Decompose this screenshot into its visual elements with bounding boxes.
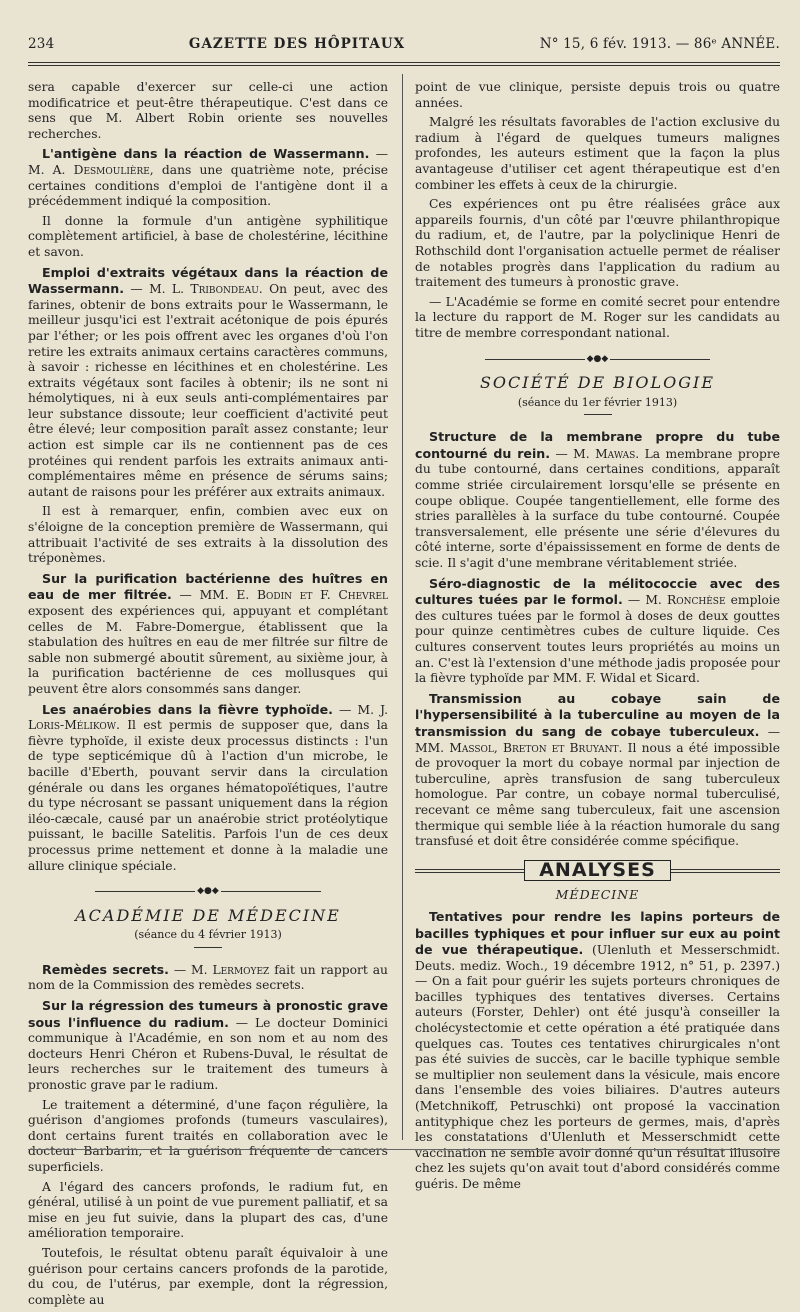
author: MM. E. Bodin et F. Chevrel bbox=[199, 588, 388, 603]
section-date: (séance du 1er février 1913) bbox=[517, 395, 678, 409]
article-heading: Les anaérobies dans la fièvre typhoïde. bbox=[42, 701, 333, 717]
analyses-banner bbox=[415, 860, 780, 882]
short-rule bbox=[194, 947, 222, 948]
article-text: Le docteur Dominici communique à l'Académie, en son nom et au nom des docteurs Henri Chéron et Rubens-Duval, le résultat de leurs recherches sur le traitement des tumeurs à pronostic grave par le radium. bbox=[28, 1015, 388, 1093]
article-text: La membrane propre du tube contourné, dans certaines conditions, apparaît comme striée circulairement lorsqu'elle se présente en coupe oblique. Coupée tangentiellement, elle forme des stries parallèles à la surface du tube contourné. Coupée transversalement, elle présente une série d'élevures du côté interne, sorte d'épaississement en forme de dents de scie. Il s'agit d'une membrane véritablement striée. bbox=[415, 446, 781, 571]
paragraph: Toutefois, le résultat obtenu paraît équivaloir à une guérison pour certains cancers profonds de la parotide, du cou, de l'utérus, par exemple, dont la régression, complète au bbox=[28, 1245, 388, 1307]
reference: (Ulenluth et Messerschmidt. Deuts. mediz. Woch., 19 décembre 1912, n° 51, p. 2397.) bbox=[415, 943, 780, 973]
article-sero: Séro-diagnostic de la mélitococcie avec des cultures tuées par le formol. — M. Ronchèse emploie des cultures tuées par le formol à doses de deux gouttes pour quinze centimètres cubes de culture liquide. Ces cultures conservent toutes leurs propriétés au moins un an. C'est là l'extension d'une méthode jadis proposée pour la fièvre typhoïde par MM. F. Widal et Sicard. bbox=[415, 575, 780, 686]
analyses-title: ANALYSES bbox=[524, 860, 671, 882]
paragraph: Ces expériences ont pu être réalisées grâce aux appareils fournis, d'un côté par l'œuvre philanthropique du radium, et, de l'autre, par la polyclinique Henri de Rothschild dont l'organisation actuelle permet de réaliser de notables progrès dans l'application du radium au traitement des tumeurs à pronostic grave. bbox=[415, 197, 780, 290]
page-header bbox=[28, 36, 780, 58]
article-tentatives bbox=[415, 909, 780, 1193]
article-text: Il nous a été impossible de provoquer la mort du cobaye normal par injection de tuberculine, après transfusion de sang tuberculeux homologue. Par contre, un cobaye normal tuberculisé, recevant ce même sang tuberculeux, fait une ascension thermique qui semble liée à la réaction humorale du sang transfusé et doit être considérée comme spécifique. bbox=[415, 740, 780, 849]
article-antigene: L'antigène dans la réaction de Wassermann. — M. A. Desmoulière, dans une quatrième note, précise certaines conditions d'emploi de l'antigène dont il a précédemment indiqué la composition. bbox=[28, 146, 388, 209]
author: M. L. Tribondeau. bbox=[149, 282, 263, 297]
paragraph: Malgré les résultats favorables de l'action exclusive du radium à l'égard de quelques tumeurs malignes profondes, les auteurs estiment que la façon la plus avantageuse d'utiliser cet agent thérapeutique est d'en combiner les effets à ceux de la chirurgie. bbox=[415, 115, 780, 192]
article-text: On peut, avec des farines, obtenir de bons extraits pour le Wassermann, le meilleur jusqu'ici est l'extrait acétonique de pois épurés par l'éther; or les pois offrent avec les organes d'où l'on retire les extraits animaux certains caractères communs, à savoir : richesse en lécithines et en cholestérine. Les extraits végétaux sont faciles à obtenir; ils ne sont ni hémolytiques, ni à eux seuls anti-complémentaires par leur substance dissoute; leur coefficient d'activité peut être élevé; leur composition paraît assez constante; leur action est simple car ils ne contiennent pas de ces protéines qui rendent parfois les extraits animaux anti-complémentaires même en présence de sérums sains; autant de raisons pour les préférer aux extraits animaux. bbox=[28, 282, 388, 499]
article-heading: Structure de la membrane propre du tube contourné du rein. bbox=[415, 429, 780, 461]
header-rule bbox=[28, 62, 780, 66]
article-transmission: Transmission au cobaye sain de l'hypersensibilité à la tuberculine au moyen de la transmission du sang de cobaye tuberculeux. — MM. Massol, Breton et Bruyant. Il nous a été impossible de provoquer la mort du cobaye normal par injection de tuberculine, après transfusion de sang tuberculeux homologue. Par contre, un cobaye normal tuberculisé, recevant ce même sang tuberculeux, fait une ascension thermique qui semble liée à la réaction humorale du sang transfusé et doit être considérée comme spécifique. bbox=[415, 690, 780, 849]
author: M. Ronchèse bbox=[645, 593, 726, 608]
right-column bbox=[415, 80, 780, 1197]
paragraph: point de vue clinique, persiste depuis trois ou quatre années. bbox=[415, 80, 780, 110]
section-title: SOCIÉTÉ DE BIOLOGIE bbox=[479, 373, 716, 393]
article-remedes: Remèdes secrets. — M. Lermoyez fait un rapport au nom de la Commission des remèdes secrets. bbox=[28, 961, 388, 993]
paragraph: Il donne la formule d'un antigène syphilitique complètement artificiel, à base de cholestérine, lécithine et savon. bbox=[28, 213, 388, 259]
article-heading: Tentatives pour rendre les lapins porteurs de bacilles typhiques et pour influer sur eux au point de vue thérapeutique. bbox=[415, 908, 780, 958]
paragraph: Le traitement a déterminé, d'une façon régulière, la guérison d'angiomes profonds (tumeurs vasculaires), dont certains furent traités en collaboration avec le docteur Barbarin, et la guérison fréquente de cancers superficiels. bbox=[28, 1097, 388, 1174]
paragraph: Il est à remarquer, enfin, combien avec eux on s'éloigne de la conception première de Wassermann, qui attribuait l'activité de ses extraits à la dissolution des tréponèmes. bbox=[28, 504, 388, 566]
article-tumeurs: Sur la régression des tumeurs à pronostic grave sous l'influence du radium. — Le docteur Dominici communique à l'Académie, en son nom et au nom des docteurs Henri Chéron et Rubens-Duval, le résultat de leurs recherches sur le traitement des tumeurs à pronostic grave par le radium. bbox=[28, 998, 388, 1093]
article-structure: Structure de la membrane propre du tube contourné du rein. — M. Mawas. La membrane propre du tube contourné, dans certaines conditions, apparaît comme striée circulairement lorsqu'elle se présente en coupe oblique. Coupée tangentiellement, elle forme des stries parallèles à la surface du tube contourné. Coupée transversalement, elle présente une série d'élevures du côté interne, sorte d'épaississement en forme de dents de scie. Il s'agit d'une membrane véritablement striée. bbox=[415, 429, 781, 571]
article-extraits: Emploi d'extraits végétaux dans la réaction de Wassermann. — M. L. Tribondeau. On peut, avec des farines, obtenir de bons extraits pour le Wassermann, le meilleur jusqu'ici est l'extrait acétonique de pois épurés par l'éther; or les pois offrent avec les organes d'où l'on retire les extraits animaux certains caractères communs, à savoir : richesse en lécithines et en cholestérine. Les extraits végétaux sont faciles à obtenir; ils ne sont ni hémolytiques, ni à eux seuls anti-complémentaires par leur substance dissoute; leur coefficient d'activité peut être élevé; leur composition paraît assez constante; leur action est simple car ils ne contiennent pas de ces protéines qui rendent parfois les extraits animaux anti-complémentaires même en présence de sérums sains; autant de raisons pour les préférer aux extraits animaux. bbox=[28, 264, 388, 499]
section-title: ACADÉMIE DE MÉDECINE bbox=[75, 905, 341, 925]
subsection-title: MÉDECINE bbox=[555, 887, 640, 903]
article-anaerobies: Les anaérobies dans la fièvre typhoïde. — M. J. Loris-Mélikow. Il est permis de supposer que, dans la fièvre typhoïde, il existe deux processus distincts : l'un de type septicémique dû à l'action d'un microbe, le bacille d'Eberth, pouvant servir dans la circulation générale ou dans les organes hématopoïétiques, l'autre du type nécrosant se passant uniquement dans la région iléo-cæcale, causé par un anaérobie strict protéolytique puissant, le bacille Satelitis. Parfois l'un de ces deux processus prime nettement et donne à la maladie une allure clinique spéciale. bbox=[28, 701, 388, 873]
article-text: — On a fait pour guérir les sujets porteurs chroniques de bacilles typhiques des tentatives diverses. Certains auteurs (Forster, Dehler) ont été jusqu'à conseiller la cholécystectomie et cette opération a été pratiquée dans quelques cas. Toutes ces tentatives chirurgicales n'ont pas été suivies de succès, car le bacille typhique semble se multiplier non seulement dans la vésicule, mais encore dans l'ensemble des voies biliaires. D'autres auteurs (Metchnikoff, Petruschki) ont proposé la vaccination antityphique chez les porteurs de germes, mais, d'après les constatations d'Ulenluth et Messerschmidt cette vaccination ne semble avoir donné qu'un résultat illusoire chez les sujets qu'on avait tout d'abord considérés comme guéris. De même bbox=[415, 974, 780, 1191]
article-heading: Transmission au cobaye sain de l'hypersensibilité à la tuberculine au moyen de la transmission du sang de cobaye tuberculeux. bbox=[415, 690, 780, 739]
paragraph: A l'égard des cancers profonds, le radium fut, en général, utilisé à un point de vue purement palliatif, et sa mise en jeu fut suivie, dans la plupart des cas, d'une amélioration temporaire. bbox=[28, 1179, 388, 1241]
short-rule bbox=[584, 414, 612, 415]
column-divider bbox=[402, 74, 403, 1140]
ornament-divider: ◆●◆ bbox=[415, 352, 780, 368]
article-heading: Remèdes secrets. bbox=[42, 961, 169, 977]
article-text: fait un rapport au nom de la Commission des remèdes secrets. bbox=[28, 962, 388, 993]
author: M. Mawas. bbox=[573, 446, 640, 461]
author: M. A. Desmoulière, bbox=[28, 162, 154, 177]
article-text: dans une quatrième note, précise certaines conditions d'emploi de l'antigène dont il a précédemment indiqué la composition. bbox=[28, 162, 388, 209]
article-heading: L'antigène dans la réaction de Wassermann. bbox=[42, 146, 370, 162]
article-heading: Sur la purification bactérienne des huîtres en eau de mer filtrée. bbox=[28, 570, 388, 603]
issue-info: N° 15, 6 fév. 1913. — 86ᵉ ANNÉE. bbox=[539, 36, 780, 52]
author: M. J. Loris-Mélikow. bbox=[28, 702, 388, 733]
article-text: emploie des cultures tuées par le formol à doses de deux gouttes pour quinze centimètres cubes de culture liquide. Ces cultures conservent toutes leurs propriétés au moins un an. C'est là l'extension d'une méthode jadis proposée pour la fièvre typhoïde par MM. F. Widal et Sicard. bbox=[415, 593, 780, 686]
author: MM. Massol, Breton et Bruyant. bbox=[415, 740, 623, 755]
left-column bbox=[28, 80, 388, 1312]
article-heading: Sur la régression des tumeurs à pronostic grave sous l'influence du radium. bbox=[28, 998, 388, 1030]
author: M. Lermoyez bbox=[191, 962, 270, 977]
page-number: 234 bbox=[28, 36, 55, 52]
footer-rule bbox=[28, 1149, 780, 1150]
article-huitres: Sur la purification bactérienne des huîtres en eau de mer filtrée. — MM. E. Bodin et F. Chevrel exposent des expériences qui, appuyant et complétant celles de M. Fabre-Domergue, établissent que la stabulation des huîtres en eau de mer filtrée sur filtre de sable non submergé aboutit sûrement, au sixième jour, à la purification bactérienne de ces mollusques qui peuvent être alors consommés sans danger. bbox=[28, 570, 388, 696]
ornament-divider: ◆●◆ bbox=[28, 884, 388, 900]
article-text: Il est permis de supposer que, dans la fièvre typhoïde, il existe deux processus distincts : l'un de type septicémique dû à l'action d'un microbe, le bacille d'Eberth, pouvant servir dans la circulation générale ou dans les organes hématopoïétiques, l'autre du type nécrosant se passant uniquement dans la région iléo-cæcale, causé par un anaérobie strict protéolytique puissant, le bacille Satelitis. Parfois l'un de ces deux processus prime nettement et donne à la maladie une allure clinique spéciale. bbox=[28, 718, 388, 873]
journal-title: GAZETTE DES HÔPITAUX bbox=[188, 36, 406, 52]
paragraph: sera capable d'exercer sur celle-ci une action modificatrice et peut-être thérapeutique. C'est dans ce sens que M. Albert Robin oriente ses nouvelles recherches. bbox=[28, 80, 388, 141]
section-date: (séance du 4 février 1913) bbox=[134, 928, 282, 942]
paragraph: — L'Académie se forme en comité secret pour entendre la lecture du rapport de M. Roger sur les candidats au titre de membre correspondant national. bbox=[415, 294, 780, 340]
article-heading: Emploi d'extraits végétaux dans la réaction de Wassermann. bbox=[28, 264, 388, 297]
article-heading: Séro-diagnostic de la mélitococcie avec des cultures tuées par le formol. bbox=[415, 575, 780, 608]
article-text: exposent des expériences qui, appuyant et complétant celles de M. Fabre-Domergue, établissent que la stabulation des huîtres en eau de mer filtrée sur filtre de sable non submergé aboutit sûrement, au sixième jour, à la purification bactérienne de ces mollusques qui peuvent être alors consommés sans danger. bbox=[28, 604, 388, 696]
